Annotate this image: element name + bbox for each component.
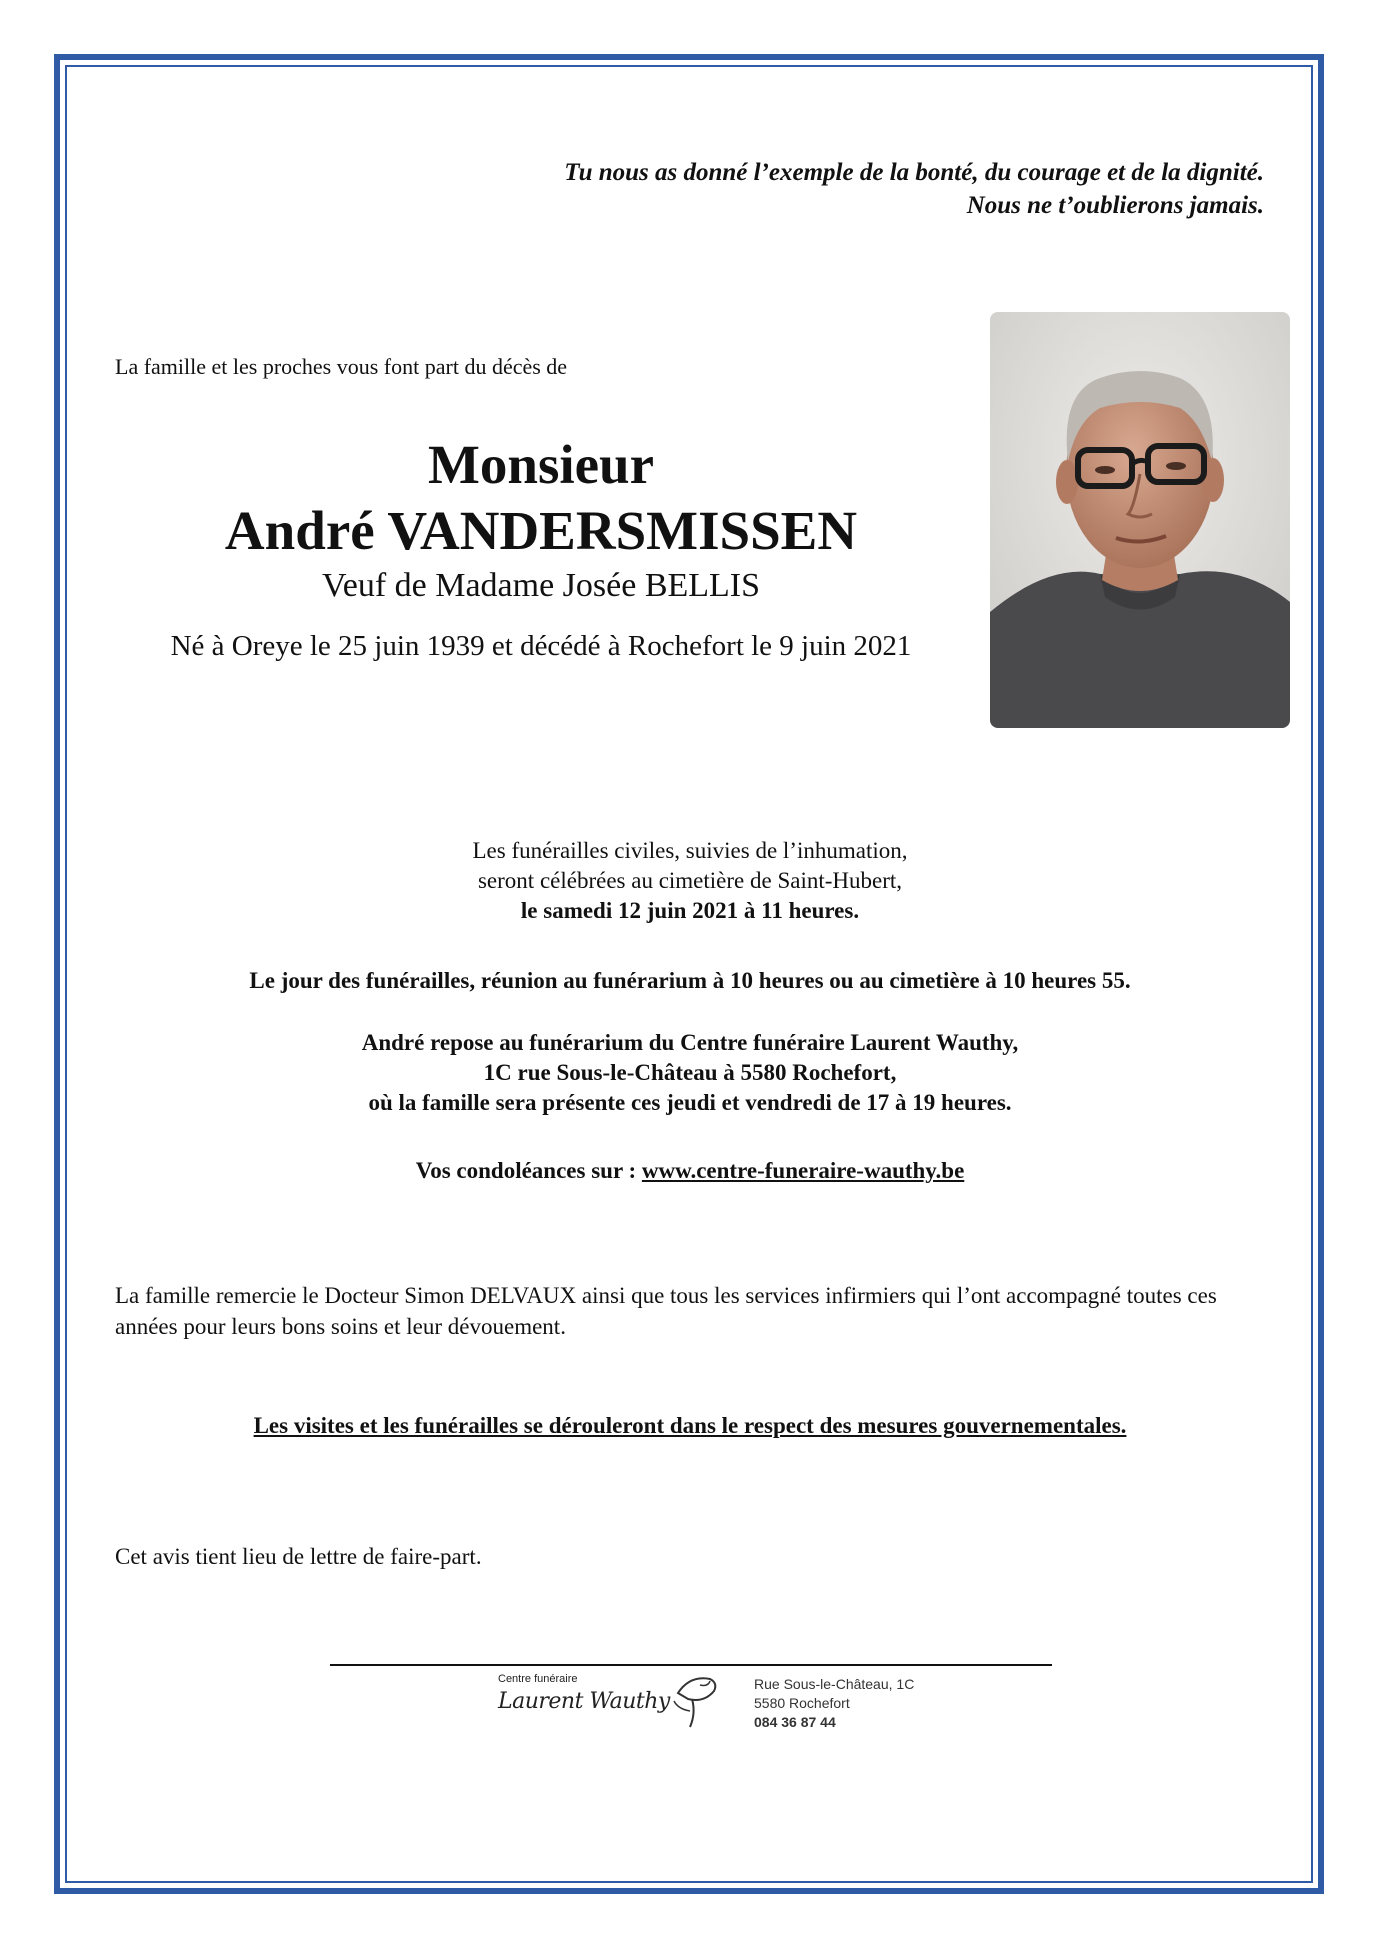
repose-line-2: 1C rue Sous-le-Château à 5580 Rochefort, [483,1060,897,1085]
repose-line-1: André repose au funérarium du Centre funéraire Laurent Wauthy, [361,1030,1019,1055]
calla-lily-icon [670,1673,722,1729]
phone-number: 084 36 87 44 [754,1714,836,1730]
funeral-details [115,836,1265,926]
repose-line-3: où la famille sera présente ces jeudi et vendredi de 17 à 19 heures. [368,1090,1012,1115]
epigraph-line-1: Tu nous as donné l’exemple de la bonté, du courage et de la dignité. [564,159,1264,186]
honorific: Monsieur [427,434,655,495]
thanks-paragraph: La famille remercie le Docteur Simon DELVAUX ainsi que tous les services infirmiers qui l’ont accompagné toutes ces années pour leurs bons soins et leur dévouement. [115,1283,1217,1339]
gathering-notice: Le jour des funérailles, réunion au funérarium à 10 heures ou au cimetière à 10 heures 55. [249,968,1131,993]
funeral-line-1: Les funérailles civiles, suivies de l’inhumation, [472,838,908,863]
covid-notice: Les visites et les funérailles se dérouleront dans le respect des mesures gouvernementales. [253,1413,1127,1438]
condolences-line [115,1156,1265,1186]
address-line-2: 5580 Rochefort [754,1695,850,1711]
repose-details [115,1028,1265,1118]
widow-of: Veuf de Madame Josée BELLIS [321,567,761,604]
deceased-block [115,432,967,664]
condolences-link[interactable]: www.centre-funeraire-wauthy.be [641,1158,965,1183]
footer-address [754,1675,914,1732]
address-line-1: Rue Sous-le-Château, 1C [754,1676,915,1692]
intro-text: La famille et les proches vous font part du décès de [115,354,568,379]
birth-death-line: Né à Oreye le 25 juin 1939 et décédé à Rochefort le 9 juin 2021 [170,630,912,662]
condolences-label: Vos condoléances sur : [415,1158,642,1183]
footer-divider [330,1664,1052,1666]
logo-small-text: Centre funéraire [498,1673,578,1685]
deceased-name: André VANDERSMISSEN [224,500,858,561]
funeral-date: le samedi 12 juin 2021 à 11 heures. [520,898,860,923]
funeral-line-2: seront célébrées au cimetière de Saint-Hubert, [477,868,903,893]
closing-note: Cet avis tient lieu de lettre de faire-part. [115,1544,482,1569]
logo-script-text: Laurent Wauthy [498,1689,670,1714]
epigraph-line-2: Nous ne t’oublierons jamais. [966,192,1264,219]
funeral-home-logo [498,1673,730,1729]
portrait-photo [990,312,1290,728]
epigraph [364,156,1264,222]
